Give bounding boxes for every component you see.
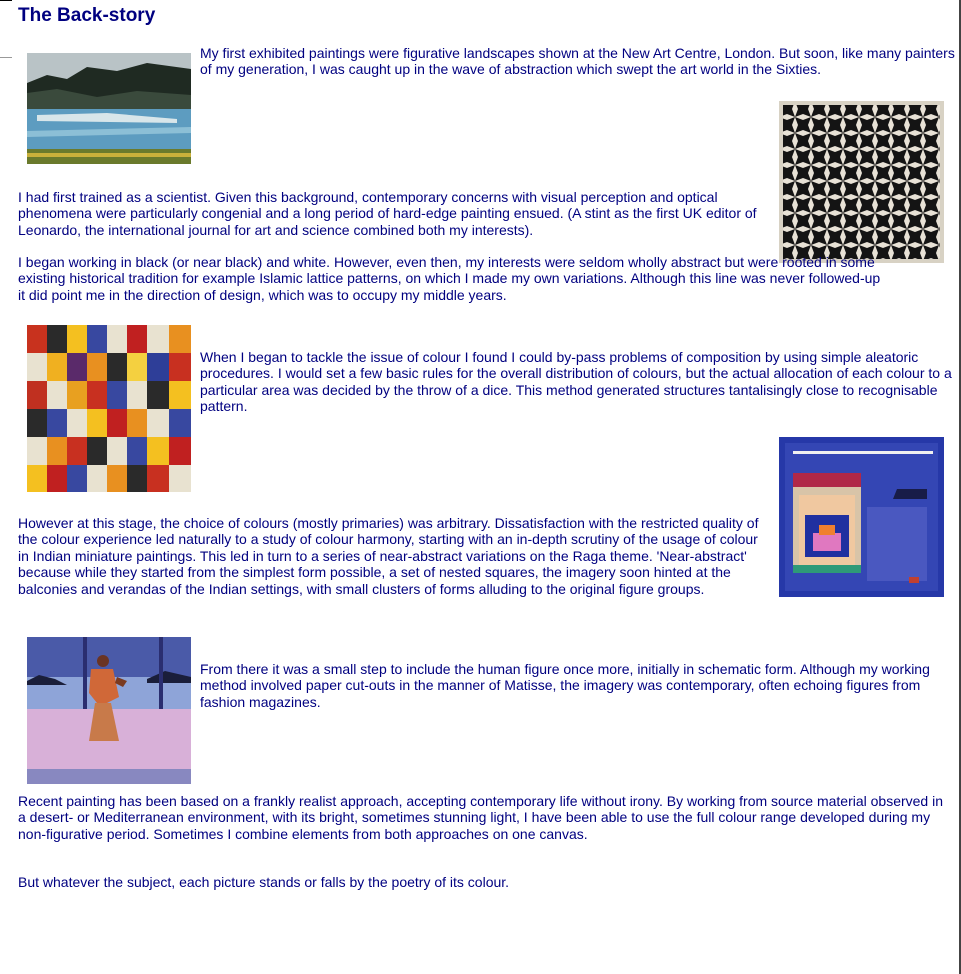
paragraph-5: However at this stage, the choice of colours (mostly primaries) was arbitrary. Dissatisfaction with the restricted quality of the colour experience led naturally to a study of colour harmony, starting with an in-depth scrutiny of the usage of colour in Indian miniature paintings. This led in turn to a series of near-abstract variations on the Raga theme. 'Near-abstract' because while they started from the simplest form possible, a set of nested squares, the imagery soon hinted at the balconies and verandas of the Indian settings, with small clusters of forms alluding to the original figure groups. xyxy=(18,515,759,597)
window-edge-left xyxy=(0,57,12,58)
colour-blocks-painting-image xyxy=(27,325,191,492)
window-edge-top xyxy=(0,0,12,1)
paragraph-2: I had first trained as a scientist. Given this background, contemporary concerns with visual perception and optical phenomena were particularly congenial and a long period of hard-edge painting ensued. (A stint as the first UK editor of Leonardo, the international journal for art and science combined both my interests). xyxy=(18,189,757,238)
paragraph-3: I began working in black (or near black) and white. However, even then, my interests were seldom wholly abstract but were rooted in some existing historical tradition for example Islamic lattice patterns, on which I made my own variations. Although this line was never followed-up it did point me in the direction of design, which was to occupy my middle years. xyxy=(18,254,881,303)
raga-painting-image xyxy=(779,437,944,597)
paragraph-7: Recent painting has been based on a frankly realist approach, accepting contemporary life without irony. By working from source material observed in a desert- or Mediterranean environment, with its bright, sometimes stunning light, I have been able to use the full colour range developed during my non-figurative period. Sometimes I combine elements from both approaches on one canvas. xyxy=(18,793,944,842)
landscape-painting-image xyxy=(27,53,191,164)
paragraph-4: When I began to tackle the issue of colour I found I could by-pass problems of composition by using simple aleatoric procedures. I would set a few basic rules for the overall distribution of colours, but the actual allocation of each colour to a particular area was decided by the throw of a dice. This method generated structures tantalisingly close to recognisable pattern. xyxy=(200,349,952,415)
figure-painting-image xyxy=(27,637,191,784)
page-title: The Back-story xyxy=(18,5,156,26)
lattice-painting-image xyxy=(779,101,944,263)
paragraph-8: But whatever the subject, each picture stands or falls by the poetry of its colour. xyxy=(18,874,510,890)
paragraph-1: My first exhibited paintings were figurative landscapes shown at the New Art Centre, London. But soon, like many painters of my generation, I was caught up in the wave of abstraction which swept the art world in the Sixties. xyxy=(200,45,955,78)
paragraph-6: From there it was a small step to include the human figure once more, initially in schematic form. Although my working method involved paper cut-outs in the manner of Matisse, the imagery was contemporary, often echoing figures from fashion magazines. xyxy=(200,661,930,710)
